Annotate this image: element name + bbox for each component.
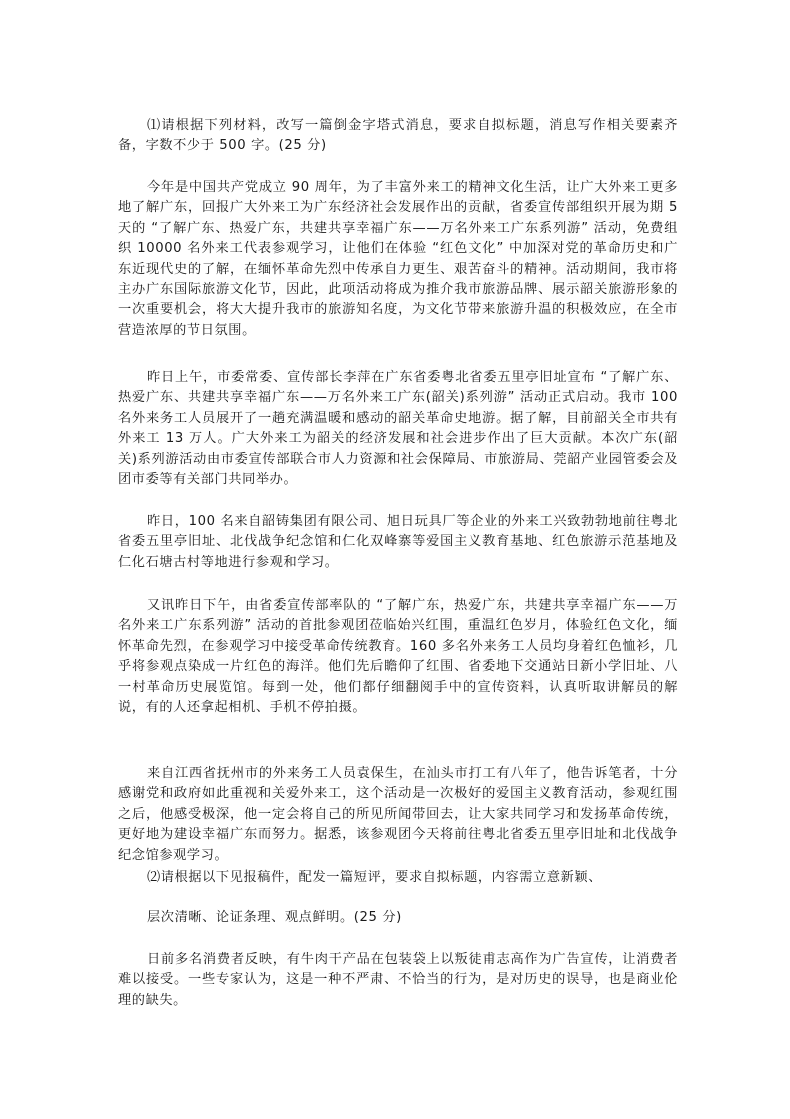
question-1-prompt: ⑴请根据下列材料，改写一篇倒金字塔式消息，要求自拟标题，消息写作相关要素齐备，字数不少于 500 字。(25 分) xyxy=(118,118,678,154)
article-paragraph-intro: 今年是中国共产党成立 90 周年，为了丰富外来工的精神文化生活，让广大外来工更多地了解广东，回报广大外来工为广东经济社会发展作出的贡献，省委宣传部组织开展为期 5 天的 “了解广东、热爱广东，共建共享幸福广东——万名外来工广东系列游” 活动，免费组织 10000 名外来工代表参观学习，让他们在体验 “红色文化” 中加深对党的革命历史和广东近现代史的了解，在缅怀革命先烈中传承自力更生、艰苦奋斗的精神。活动期间，我市将主办广东国际旅游文化节，因此，此项活动将成为推介我市旅游品牌、展示韶关旅游形象的一次重要机会，将大大提升我市的旅游知名度，为文化节带来旅游升温的积极效应，在全市营造浓厚的节日氛围。 xyxy=(118,180,678,338)
article-paragraph-red-wall: 又讯昨日下午，由省委宣传部率队的 “了解广东，热爱广东，共建共享幸福广东——万名外来工广东系列游” 活动的首批参观团莅临始兴红围，重温红色岁月，体验红色文化，缅怀革命先烈，在参观学习中接受革命传统教育。160 多名外来务工人员均身着红色恤衫，几乎将参观点染成一片红色的海洋。他们先后瞻仰了红围、省委地下交通站日新小学旧址、八一村革命历史展览馆。每到一处，他们都仔细翻阅手中的宣传资料，认真听取讲解员的解说，有的人还拿起相机、手机不停拍摄。 xyxy=(118,598,678,716)
news-item-paragraph: 日前多名消费者反映，有牛肉干产品在包装袋上以叛徒甫志高作为广告宣传，让消费者难以接受。一些专家认为，这是一种不严肃、不恰当的行为，是对历史的误导，也是商业伦理的缺失。 xyxy=(118,952,678,1008)
question-2-prompt: ⑵请根据以下见报稿件，配发一篇短评，要求自拟标题，内容需立意新颖、 xyxy=(147,870,602,885)
question-2-prompt-continued: 层次清晰、论证条理、观点鲜明。(25 分) xyxy=(147,910,402,925)
article-paragraph-interview: 来自江西省抚州市的外来务工人员袁保生，在汕头市打工有八年了，他告诉笔者，十分感谢党和政府如此重视和关爱外来工，这个活动是一次极好的爱国主义教育活动，参观红围之后，他感受极深，他一定会将自己的所见所闻带回去，让大家共同学习和发扬革命传统，更好地为建设幸福广东而努力。据悉，该参观团今天将前往粤北省委五里亭旧址和北伐战争纪念馆参观学习。 xyxy=(118,766,678,863)
article-paragraph-visit: 昨日，100 名来自韶铸集团有限公司、旭日玩具厂等企业的外来工兴致勃勃地前往粤北省委五里亭旧址、北伐战争纪念馆和仁化双峰寨等爱国主义教育基地、红色旅游示范基地及仁化石塘古村等地进行参观和学习。 xyxy=(118,514,678,570)
article-paragraph-launch: 昨日上午，市委常委、宣传部长李萍在广东省委粤北省委五里亭旧址宣布 “了解广东、热爱广东、共建共享幸福广东——万名外来工广东(韶关)系列游” 活动正式启动。我市 100 名外来务工人员展开了一趟充满温暖和感动的韶关革命史地游。据了解，目前韶关全市共有外来工 13 万人。广大外来工为韶关的经济发展和社会进步作出了巨大贡献。本次广东(韶关)系列游活动由市委宣传部联合市人力资源和社会保障局、市旅游局、莞韶产业园管委会及团市委等有关部门共同举办。 xyxy=(118,370,678,488)
